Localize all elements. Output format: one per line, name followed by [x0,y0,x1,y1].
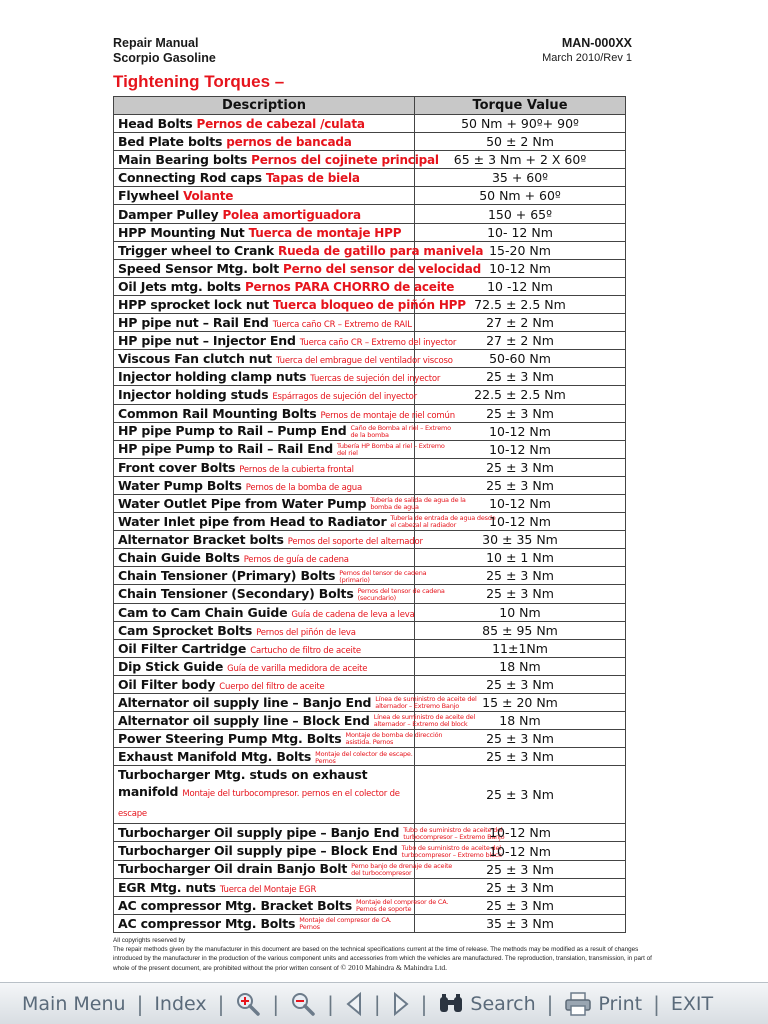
table-row [114,657,626,675]
table-row [114,115,626,133]
table-row [114,896,626,914]
part-name-spanish: Tapas de biela [265,171,360,186]
document-number: MAN-000XX [561,36,632,50]
table-row [114,133,626,151]
table-row [114,169,626,187]
table-row [114,205,626,223]
part-name-english: Head Bolts [118,116,193,132]
table-row [114,314,626,332]
table-row [114,241,626,259]
torque-description-cell [114,896,449,914]
torque-value-cell: 30 ± 35 Nm [415,531,626,549]
part-name-english: Chain Guide Bolts [118,550,240,566]
torque-description-cell [114,549,415,567]
torque-description-cell [114,458,415,476]
part-name-english: HPP sprocket lock nut [118,296,269,312]
table-row [114,151,626,169]
torque-description-cell [114,567,427,585]
table-row [114,914,626,932]
torque-value-cell: 15 ± 20 Nm [415,694,626,712]
table-row [114,476,626,494]
part-name-english: Turbocharger Oil supply pipe – Banjo End [118,825,400,841]
consent-text: whole of the present document, are prohibited without the prior written consent of [113,965,341,972]
torque-value-cell: 10-12 Nm [415,259,626,277]
print-label: Print [598,992,643,1015]
table-row [114,404,626,422]
part-name-english: HP pipe Pump to Rail – Pump End [118,423,347,439]
part-name-english: Trigger wheel to Crank [118,242,275,258]
torque-value-cell: 150 + 65º [415,205,626,223]
torque-value-cell: 72.5 ± 2.5 Nm [415,295,626,313]
table-row [114,842,626,860]
part-name-english: Viscous Fan clutch nut [118,351,272,367]
torque-value-cell: 10-12 Nm [415,440,626,458]
table-row [114,513,626,531]
part-name-spanish: Perno banjo de drenaje de aceite del turbocompresor [351,861,453,877]
part-name-english: Water Pump Bolts [118,477,242,493]
table-row [114,585,626,603]
part-name-english: Exhaust Manifold Mtg. Bolts [118,749,312,765]
torque-table [113,96,626,933]
torque-table-body [114,115,626,933]
torque-description-cell [114,585,445,603]
table-row [114,748,626,766]
table-row [114,712,626,730]
part-name-spanish: Tuerca del Montaje EGR [219,884,317,895]
torque-value-cell: 85 ± 95 Nm [415,621,626,639]
torque-description-cell [114,386,415,404]
torque-value-cell: 10 -12 Nm [415,277,626,295]
torque-value-cell: 10-12 Nm [415,494,626,512]
torque-description-cell [114,422,451,440]
torque-description-cell [114,621,415,639]
part-name-spanish: Montaje del colector de escape. Pernos [315,749,413,765]
part-name-english: Water Outlet Pipe from Water Pump [118,495,367,511]
table-row [114,639,626,657]
part-name-english: HP pipe nut – Injector End [118,333,296,349]
torque-value-cell: 25 ± 3 Nm [415,730,626,748]
zoom-in-icon[interactable] [235,991,261,1017]
torque-value-cell: 50 ± 2 Nm [415,133,626,151]
part-name-english: HPP Mounting Nut [118,224,245,240]
part-name-spanish: Tubo de suministro de aceite del turbocompresor – Extremo block [401,843,502,859]
torque-description-cell [114,404,455,422]
torque-value-cell: 10-12 Nm [415,422,626,440]
torque-value-cell: 27 ± 2 Nm [415,332,626,350]
table-row [114,350,626,368]
table-row [114,531,626,549]
torque-value-cell: 35 ± 3 Nm [415,914,626,932]
part-name-spanish: Tuercas de sujeción del inyector [310,374,441,385]
table-row [114,259,626,277]
torque-value-cell: 25 ± 3 Nm [415,404,626,422]
table-row [114,187,626,205]
part-name-spanish: Caño de Bomba al riel – Extremo de la bomba [350,423,451,439]
table-row [114,567,626,585]
part-name-english: Alternator Bracket bolts [118,532,284,548]
nav-separator: | [420,991,428,1016]
document-header-left [113,36,216,66]
table-row [114,730,626,748]
torque-value-cell: 65 ± 3 Nm + 2 X 60º [415,151,626,169]
part-name-english: Cam Sprocket Bolts [118,622,253,638]
exit-button[interactable]: EXIT [670,992,714,1015]
copyright-line: All copyrights reserved by [113,937,186,944]
print-button[interactable] [564,992,642,1016]
nav-separator: | [327,991,334,1016]
part-name-spanish: Pernos de la bomba de agua [245,482,362,493]
part-name-spanish: Montaje del compresor de CA. Pernos de soporte [356,898,449,914]
table-row [114,824,626,842]
part-name-spanish: Guía de varilla medidora de aceite [227,663,368,674]
search-button[interactable] [438,993,535,1015]
torque-value-cell: 35 + 60º [415,169,626,187]
copyright-footer [113,936,653,973]
part-name-english: Water Inlet pipe from Head to Radiator [118,513,387,529]
torque-description-cell [114,712,476,730]
torque-description-cell [114,748,415,766]
torque-value-cell: 50 Nm + 90º+ 90º [415,115,626,133]
torque-description-cell [114,115,415,133]
torque-value-cell: 25 ± 3 Nm [415,766,626,824]
torque-description-cell [114,350,453,368]
torque-description-cell [114,531,423,549]
part-name-spanish: Perno del sensor de velocidad [283,261,482,276]
part-name-english: Common Rail Mounting Bolts [118,405,317,421]
table-row [114,440,626,458]
prev-page-icon[interactable] [345,992,363,1016]
part-name-spanish: Pernos del soporte del alternador [287,537,423,548]
torque-description-cell [114,603,415,621]
torque-description-cell [114,494,466,512]
manual-title: Repair Manual [113,36,199,50]
part-name-english: HP pipe Pump to Rail – Rail End [118,441,334,457]
section-title: Tightening Torques – [113,72,285,91]
main-menu-button[interactable]: Main Menu [22,992,126,1015]
torque-value-cell: 25 ± 3 Nm [415,368,626,386]
torque-value-cell: 10-12 Nm [415,824,626,842]
part-name-english: Connecting Rod caps [118,170,262,186]
torque-value-cell: 22.5 ± 2.5 Nm [415,386,626,404]
table-row [114,332,626,350]
table-row [114,675,626,693]
torque-description-cell [114,187,415,205]
part-name-spanish: Pernos de la cubierta frontal [239,464,354,475]
part-name-spanish: Montaje del turbocompresor. pernos en el colector de escape [118,789,400,820]
torque-description-cell [114,657,415,675]
part-name-english: Power Steering Pump Mtg. Bolts [118,730,342,746]
nav-separator: | [272,991,280,1016]
table-row [114,603,626,621]
torque-value-cell: 11±1Nm [415,639,626,657]
torque-description-cell [114,368,441,386]
part-name-english: AC compressor Mtg. Bolts [118,915,296,931]
nav-separator: | [217,991,225,1016]
part-name-spanish: Tubería de salida de agua de la bomba de agua [370,496,466,512]
part-name-spanish: Pernos de montaje de riel común [320,410,455,421]
torque-value-cell: 25 ± 3 Nm [415,458,626,476]
part-name-spanish: Tubo de suministro de aceite del turbocompresor – Extremo Banjo [403,825,505,841]
torque-description-cell [114,730,443,748]
torque-description-cell [114,675,415,693]
part-name-english: Oil Filter Cartridge [118,640,247,656]
torque-value-cell: 50 Nm + 60º [415,187,626,205]
part-name-spanish: Pernos del tensor de cadena (primario) [339,568,427,584]
part-name-spanish: Tuerca bloqueo de piñón HPP [273,297,466,312]
torque-description-cell [114,842,502,860]
table-row [114,277,626,295]
torque-description-cell [114,694,477,712]
part-name-english: Oil Jets mtg. bolts [118,278,241,294]
torque-value-cell: 25 ± 3 Nm [415,896,626,914]
part-name-english: HP pipe nut – Rail End [118,315,269,331]
part-name-spanish: Polea amortiguadora [222,207,361,222]
part-name-spanish: Tuerca de montaje HPP [248,225,402,240]
table-row [114,860,626,878]
part-name-english: Dip Stick Guide [118,658,224,674]
binoculars-icon [438,993,464,1015]
part-name-spanish: pernos de bancada [226,135,352,150]
torque-description-cell [114,860,453,878]
part-name-english: AC compressor Mtg. Bracket Bolts [118,897,352,913]
part-name-spanish: Pernos del piñón de leva [256,627,356,638]
torque-description-cell [114,151,439,169]
part-name-english: Chain Tensioner (Secondary) Bolts [118,586,354,602]
part-name-english: Bed Plate bolts [118,134,223,150]
zoom-out-icon[interactable] [290,991,316,1017]
torque-value-cell: 27 ± 2 Nm [415,314,626,332]
torque-value-cell: 10 ± 1 Nm [415,549,626,567]
part-name-spanish: Pernos de cabezal /culata [196,117,365,132]
torque-description-cell [114,914,415,932]
navigation-bar [0,982,768,1024]
part-name-english: Injector holding studs [118,387,269,403]
torque-description-cell [114,639,415,657]
torque-value-cell: 18 Nm [415,712,626,730]
table-row [114,766,626,824]
table-header-row [114,97,626,115]
torque-value-cell: 10-12 Nm [415,842,626,860]
part-name-english: Injector holding clamp nuts [118,369,307,385]
torque-description-cell [114,205,415,223]
torque-value-cell: 10- 12 Nm [415,223,626,241]
table-row [114,295,626,313]
torque-description-cell [114,878,415,896]
consent-line [113,963,653,973]
torque-description-cell [114,223,415,241]
part-name-spanish: Tuerca caño CR – Extremo del inyector [299,338,457,349]
index-button[interactable]: Index [154,992,207,1015]
part-name-english: Flywheel [118,188,180,204]
part-name-english: Main Bearing bolts [118,152,248,168]
part-name-english: Cam to Cam Chain Guide [118,604,288,620]
nav-separator: | [653,991,660,1016]
document-revision: March 2010/Rev 1 [542,52,632,64]
part-name-spanish: Tuerca caño CR – Extremo de RAIL [272,320,412,331]
part-name-english: Front cover Bolts [118,459,236,475]
part-name-spanish: Pernos PARA CHORRO de aceite [244,279,455,294]
torque-value-cell: 25 ± 3 Nm [415,476,626,494]
table-row [114,368,626,386]
part-name-spanish: Rueda de gatillo para manivela [278,243,484,258]
part-name-spanish: Montaje de bomba de dirección asistida. Pernos [345,731,443,747]
part-name-spanish: Montaje del compresor de CA. Pernos [299,916,392,932]
part-name-spanish: Pernos del cojinete principal [251,153,439,168]
part-name-english: Speed Sensor Mtg. bolt [118,260,279,276]
part-name-spanish: Línea de suministro de aceite del alternador – Extremo del block [373,713,476,729]
part-name-spanish: Cartucho de filtro de aceite [250,645,361,656]
torque-value-cell: 25 ± 3 Nm [415,675,626,693]
torque-value-cell: 15-20 Nm [415,241,626,259]
part-name-english: Alternator oil supply line – Banjo End [118,694,372,710]
torque-description-cell [114,476,415,494]
part-name-english: EGR Mtg. nuts [118,879,216,895]
table-row [114,422,626,440]
part-name-spanish: Volante [183,189,234,204]
torque-value-cell: 25 ± 3 Nm [415,748,626,766]
part-name-english: Damper Pulley [118,206,219,222]
torque-description-cell [114,314,415,332]
part-name-spanish: Guía de cadena de leva a leva [291,609,415,620]
next-page-icon[interactable] [392,992,410,1016]
torque-value-cell: 10 Nm [415,603,626,621]
copyright-holder: © 2010 Mahindra & Mahindra Ltd. [340,963,448,972]
torque-description-cell [114,295,466,313]
vehicle-model: Scorpio Gasoline [113,51,216,65]
document-header-right [542,36,632,66]
torque-value-cell: 50-60 Nm [415,350,626,368]
table-row [114,694,626,712]
printer-icon [564,992,592,1016]
torque-value-cell: 25 ± 3 Nm [415,860,626,878]
column-header-description: Description [114,97,415,115]
part-name-spanish: Pernos de guía de cadena [243,555,349,566]
table-row [114,621,626,639]
part-name-english: Turbocharger Mtg. studs on exhaust manifold [118,767,368,800]
part-name-english: Turbocharger Oil drain Banjo Bolt [118,861,348,877]
part-name-spanish: Espárragos de sujeción del inyector [272,392,417,403]
table-row [114,878,626,896]
torque-description-cell [114,440,445,458]
torque-description-cell [114,513,496,531]
part-name-spanish: Tuerca del embrague del ventilador viscoso [275,356,453,367]
torque-description-cell [114,766,415,824]
search-label: Search [470,992,536,1015]
torque-value-cell: 25 ± 3 Nm [415,878,626,896]
table-row [114,223,626,241]
torque-description-cell [114,259,482,277]
torque-value-cell: 25 ± 3 Nm [415,585,626,603]
part-name-spanish: Tubería HP Bomba al riel – Extremo del riel [337,441,445,457]
nav-separator: | [136,991,144,1016]
torque-value-cell: 10-12 Nm [415,513,626,531]
part-name-english: Alternator oil supply line – Block End [118,712,370,728]
part-name-spanish: Pernos del tensor de cadena (secundario) [357,586,445,602]
nav-separator: | [546,991,554,1016]
column-header-torque: Torque Value [415,97,626,115]
nav-separator: | [373,991,381,1016]
table-row [114,549,626,567]
table-row [114,386,626,404]
torque-description-cell [114,824,505,842]
part-name-english: Oil Filter body [118,676,216,692]
part-name-english: Chain Tensioner (Primary) Bolts [118,568,336,584]
torque-description-cell [114,133,415,151]
part-name-english: Turbocharger Oil supply pipe – Block End [118,843,398,859]
part-name-spanish: Línea de suministro de aceite del alternador – Extremo Banjo [375,695,477,711]
torque-value-cell: 18 Nm [415,657,626,675]
torque-description-cell [114,277,455,295]
torque-description-cell [114,169,415,187]
torque-value-cell: 25 ± 3 Nm [415,567,626,585]
part-name-spanish: Tubería de entrada de agua desde el cabezal al radiador [390,514,496,530]
torque-description-cell [114,332,457,350]
table-row [114,458,626,476]
disclaimer-text: The repair methods given by the manufacturer in this document are based on the technical specifications current at the time of release. The methods may be modified as a result of changes introduced by the manufacturer in the production of the various component units and accessories from which the vehicles are manufactured. The reproduction, translation, transmission, in part of [113,946,652,962]
torque-description-cell [114,241,484,259]
part-name-spanish: Cuerpo del filtro de aceite [219,681,325,692]
table-row [114,494,626,512]
